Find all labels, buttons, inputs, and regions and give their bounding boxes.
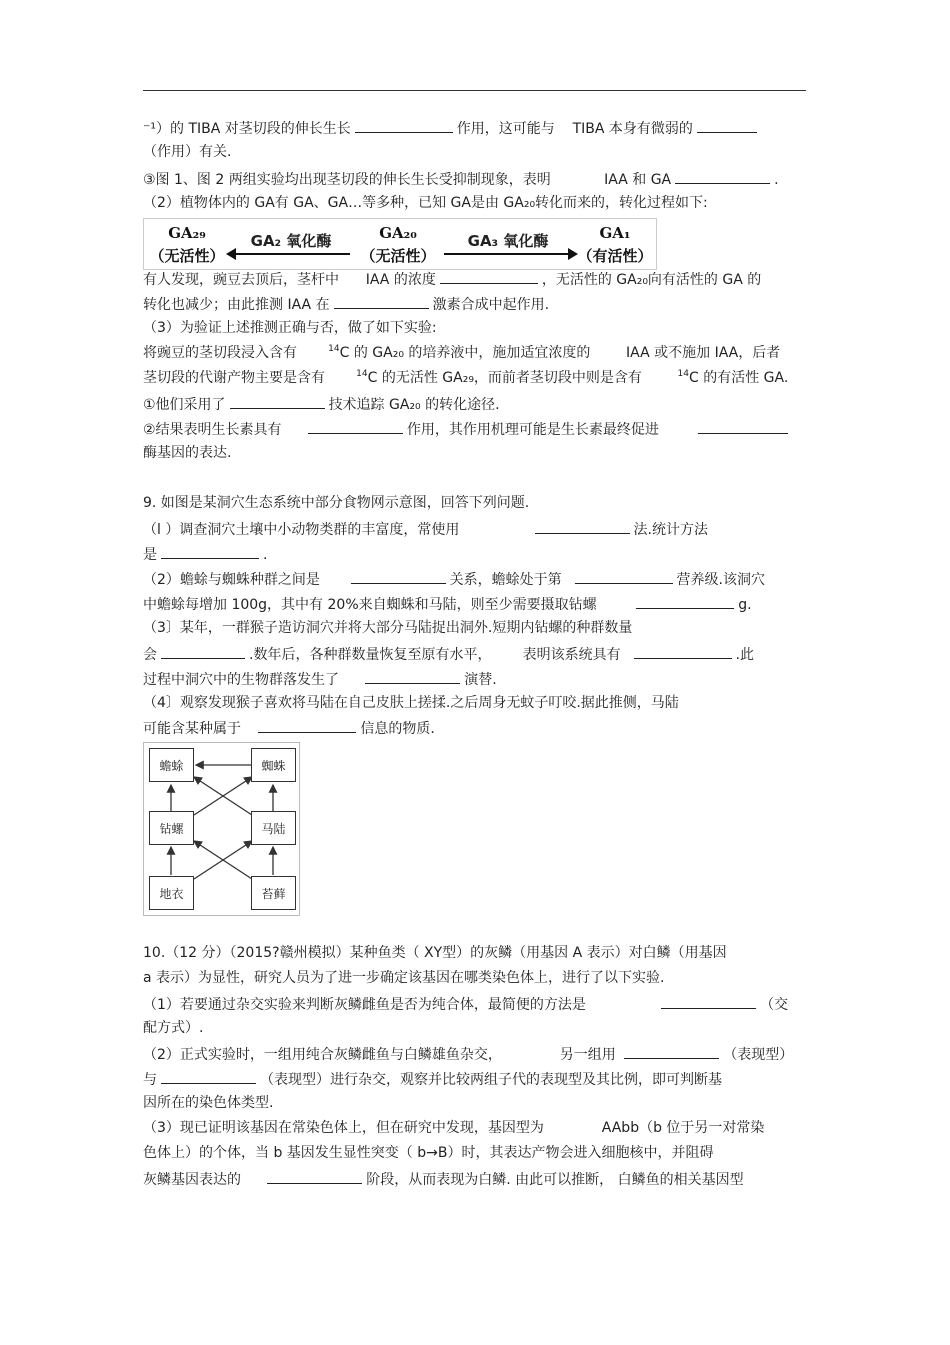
q10-line-10 (143, 1169, 744, 1189)
answer-blank[interactable] (351, 569, 446, 584)
node-name: GA₁ (599, 224, 631, 242)
text: 阶段，从而表现为白鳞. 由此可以推断， 白鳞鱼的相关基因型 (366, 1172, 744, 1188)
q8-line-5 (143, 269, 761, 289)
text: 另一组用 (559, 1047, 616, 1063)
q8-line-4: （2）植物体内的 GA有 GA、GA…等多种，已知 GA是由 GA₂₀转化而来的，转化过程如下: (143, 195, 708, 211)
text: ③图 1、图 2 两组实验均出现茎切段的伸长生长受抑制现象，表明 (143, 172, 551, 188)
answer-blank[interactable] (308, 419, 403, 434)
text: （2）蟾蜍与蜘蛛种群之间是 (143, 572, 320, 588)
text: . (263, 547, 268, 563)
node-name: GA₂₀ (379, 224, 417, 242)
text: （l ）调查洞穴土壤中小动物类群的丰富度，常使用 (143, 522, 460, 538)
arrow-label: GA₂ 氧化酶 (250, 232, 332, 250)
text: 法.统计方法 (633, 522, 708, 538)
text: . (774, 172, 779, 188)
text: .数年后，各种群数量恢复至原有水平， (249, 647, 492, 663)
text: ②结果表明生长素具有 (143, 422, 282, 438)
text: .此 (735, 647, 754, 663)
node-snail: 钻螺 (149, 811, 194, 845)
q8-line-6 (143, 294, 549, 314)
q10-line-9: 色体上）的个体，当 b 基因发生显性突变（ b→B）时，其表达产物会进入细胞核中，并阻碍 (143, 1145, 714, 1161)
answer-blank[interactable] (675, 169, 770, 184)
q8-line-2: （作用）有关. (143, 144, 232, 160)
answer-blank[interactable] (440, 269, 538, 284)
ga3-oxidase-arrow (444, 230, 572, 251)
text: （2）正式实验时，一组用纯合灰鳞雌鱼与白鳞雄鱼杂交， (143, 1047, 502, 1063)
answer-blank[interactable] (634, 644, 732, 659)
text: 作用，这可能与 (456, 121, 555, 137)
text: 信息的物质. (360, 721, 435, 737)
text: （表现型） (723, 1047, 794, 1063)
text: C 的无活性 GA₂₉，而前者茎切段中则是含有 (367, 370, 642, 386)
answer-blank[interactable] (697, 118, 757, 133)
q9-line-7 (143, 644, 754, 664)
q8-line-1 (143, 118, 761, 138)
ga2-oxidase-arrow (232, 230, 350, 251)
q10-line-3 (143, 994, 788, 1014)
ga29-node (146, 224, 228, 266)
q10-line-2: a 表示）为显性，研究人员为了进一步确定该基因在哪类染色体上，进行了以下实验. (143, 970, 665, 986)
answer-blank[interactable] (258, 718, 356, 733)
text: 过程中洞穴中的生物群落发生了 (143, 672, 339, 688)
text: 作用，其作用机理可能是生长素最终促进 (406, 422, 659, 438)
answer-blank[interactable] (575, 569, 673, 584)
text: 将豌豆的茎切段浸入含有 (143, 345, 297, 361)
answer-blank[interactable] (161, 1069, 256, 1084)
text: 技术追踪 GA₂₀ 的转化途径. (328, 397, 500, 413)
arrow-left-icon (226, 248, 236, 260)
q9-line-3 (143, 544, 267, 564)
superscript: 14 (356, 369, 368, 379)
q9-line-2 (143, 519, 708, 539)
q10-title: 10.（12 分）（2015?赣州模拟）某种鱼类（ XY型）的灰鳞（用基因 A 表示）对白鳞（用基因 (143, 945, 727, 961)
answer-blank[interactable] (365, 669, 460, 684)
superscript: 14 (328, 344, 340, 354)
text: ①他们采用了 (143, 397, 226, 413)
text: g. (738, 597, 752, 613)
answer-blank[interactable] (636, 594, 734, 609)
text: 激素合成中起作用. (432, 297, 550, 313)
q9-line-8 (143, 669, 497, 689)
ga1-node (576, 224, 654, 266)
node-state: （有活性） (577, 247, 653, 265)
q8-line-8 (143, 344, 780, 362)
node-state: （无活性） (149, 247, 225, 265)
q8-line-7: （3）为验证上述推测正确与否，做了如下实验: (143, 320, 437, 336)
text: AAbb（b 位于另一对常染 (601, 1120, 765, 1136)
node-toad: 蟾蜍 (149, 748, 194, 782)
text: 灰鳞基因表达的 (143, 1172, 241, 1188)
text: ，无活性的 GA₂₀向有活性的 GA 的 (541, 272, 762, 288)
text: （3）现已证明该基因在常染色体上，但在研究中发现，基因型为 (143, 1120, 544, 1136)
superscript: 14 (677, 369, 689, 379)
text: （交 (760, 997, 789, 1013)
q9-line-9: （4〕观察发现猴子喜欢将马陆在自己皮肤上搓揉.之后周身无蚊子叮咬.据此推侧，马陆 (143, 695, 679, 711)
q10-line-4: 配方式）. (143, 1020, 204, 1036)
answer-blank[interactable] (698, 419, 788, 434)
text: 有人发现，豌豆去顶后，茎杆中 (143, 272, 339, 288)
q8-line-3 (143, 169, 779, 189)
text: ⁻¹）的 TIBA 对茎切段的伸长生长 (143, 121, 351, 137)
node-spider: 蜘蛛 (251, 748, 296, 782)
answer-blank[interactable] (161, 544, 259, 559)
header-rule (143, 90, 806, 91)
node-name: GA₂₉ (168, 224, 206, 242)
node-lichen: 地衣 (149, 876, 194, 910)
text: 会 (143, 647, 157, 663)
answer-blank[interactable] (661, 994, 756, 1009)
text: IAA 的浓度 (365, 272, 436, 288)
q10-line-5 (143, 1044, 793, 1064)
text: 转化也减少；由此推测 IAA 在 (143, 297, 330, 313)
text: 表明该系统具有 (522, 647, 621, 663)
q8-line-11 (143, 419, 792, 439)
answer-blank[interactable] (334, 294, 429, 309)
q9-line-10 (143, 718, 435, 738)
text: 营养级.该洞穴 (676, 572, 765, 588)
text: 关系，蟾蜍处于第 (449, 572, 562, 588)
q8-line-10 (143, 394, 500, 414)
q8-line-9 (143, 369, 788, 387)
text: TIBA 本身有微弱的 (572, 121, 693, 137)
q8-line-12: 酶基因的表达. (143, 445, 232, 461)
ga-conversion-diagram (143, 218, 657, 270)
text: C 的 GA₂₀ 的培养液中，施加适宜浓度的 (339, 345, 591, 361)
ga20-node (356, 224, 440, 266)
text: 可能含某种属于 (143, 721, 241, 737)
q10-line-8 (143, 1119, 764, 1137)
q9-title: 9. 如图是某洞穴生态系统中部分食物网示意图，回答下列问题. (143, 495, 530, 511)
text: （1）若要通过杂交实验来判断灰鳞雌鱼是否为纯合体，最简便的方法是 (143, 997, 586, 1013)
q9-line-5 (143, 594, 752, 614)
answer-blank[interactable] (355, 118, 453, 133)
text: IAA 和 GA (604, 172, 672, 188)
node-millipede: 马陆 (251, 811, 296, 845)
q9-line-6: （3〕某年，一群猴子造访洞穴并将大部分马陆捉出洞外.短期内钻螺的种群数量 (143, 620, 633, 636)
q10-line-6 (143, 1069, 722, 1089)
arrow-label: GA₃ 氧化酶 (467, 232, 549, 250)
answer-blank[interactable] (230, 394, 325, 409)
text: 中蟾蜍每增加 100g，其中有 20%来自蜘蛛和马陆，则至少需要摄取钻螺 (143, 597, 597, 613)
text: C 的有活性 GA. (689, 370, 789, 386)
node-state: （无活性） (360, 247, 436, 265)
answer-blank[interactable] (624, 1044, 719, 1059)
text: 与 (143, 1072, 157, 1088)
answer-blank[interactable] (535, 519, 630, 534)
text: IAA 或不施加 IAA，后者 (626, 345, 781, 361)
food-web-diagram (143, 742, 300, 916)
q10-line-7: 因所在的染色体类型. (143, 1095, 274, 1111)
text: （表现型）进行杂交，观察并比较两组子代的表现型及其比例，即可判断基 (260, 1072, 722, 1088)
text: 是 (143, 547, 157, 563)
q9-line-4 (143, 569, 765, 589)
text: 茎切段的代谢产物主要是含有 (143, 370, 325, 386)
text: 演替. (464, 672, 497, 688)
answer-blank[interactable] (161, 644, 245, 659)
node-moss: 苔藓 (251, 876, 296, 910)
answer-blank[interactable] (267, 1169, 362, 1184)
